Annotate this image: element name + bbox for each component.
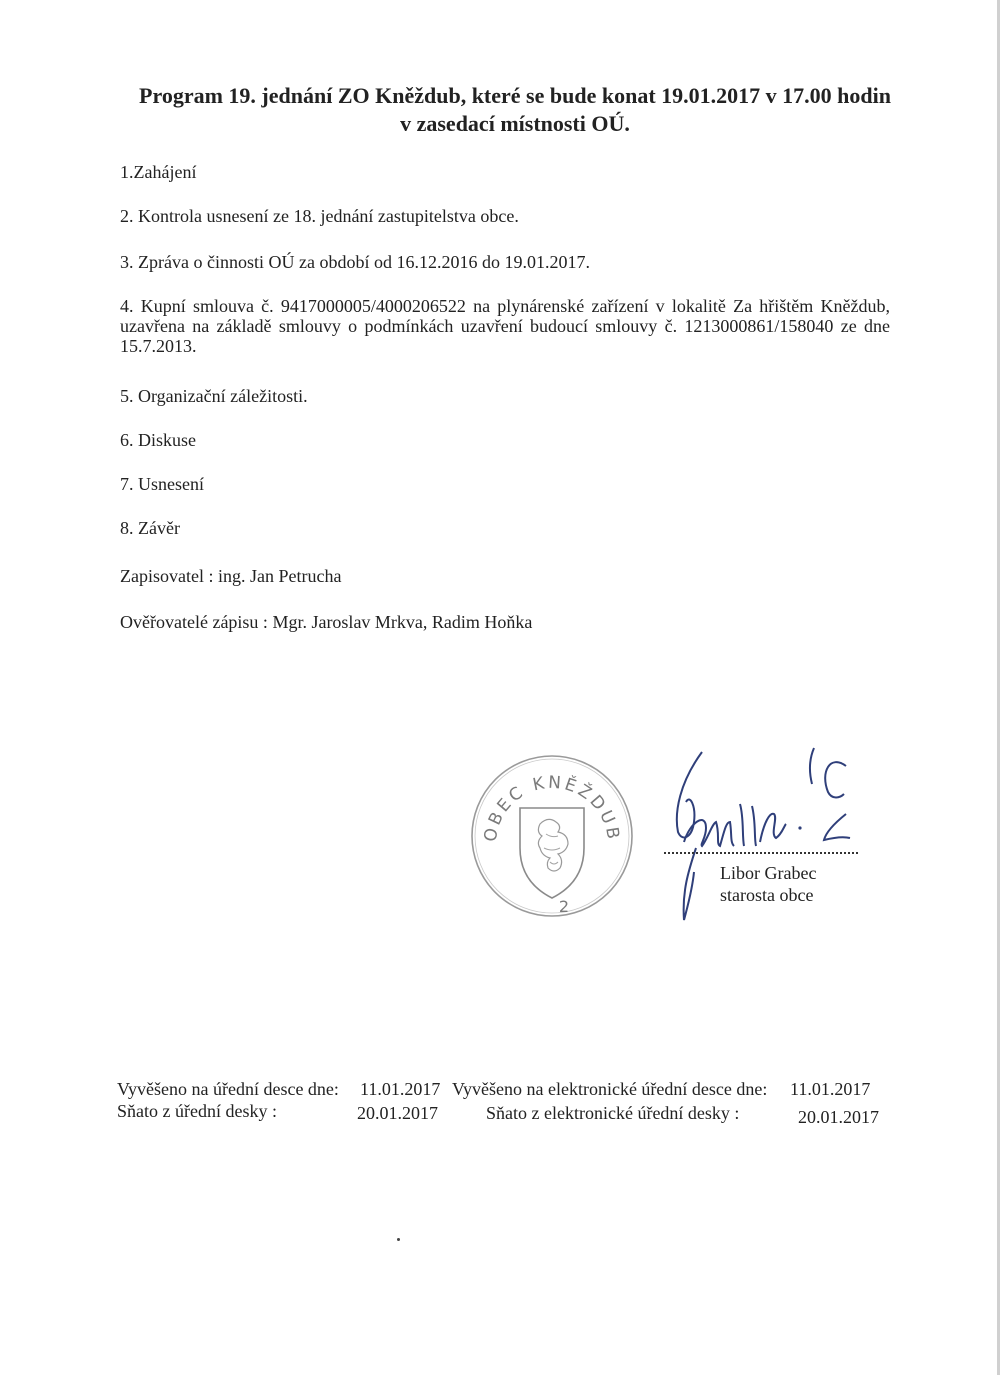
posted-board-date: 11.01.2017 (360, 1079, 441, 1099)
title-line-1: Program 19. jednání ZO Kněždub, které se bude konat 19.01.2017 v 17.00 hodin (139, 83, 891, 108)
removed-electronic-date: 20.01.2017 (798, 1107, 879, 1127)
posted-electronic-label: Vyvěšeno na elektronické úřední desce dne: (452, 1079, 768, 1099)
municipal-stamp (468, 752, 636, 920)
signer-block (720, 862, 816, 906)
stamp-number: 2 (558, 897, 570, 916)
title-line-2: v zasedací místnosti OÚ. (400, 111, 630, 136)
signature-line (664, 842, 858, 854)
removed-electronic-label: Sňato z elektronické úřední desky : (486, 1103, 740, 1123)
agenda-item-4: 4. Kupní smlouva č. 9417000005/4000206522 na plynárenské zařízení v lokalitě Za hřištěm Kněždub, uzavřena na základě smlouvy o podmínkách uzavření budoucí smlouvy č. 1213000861/158040 ze dne 15.7.2013. (120, 296, 890, 356)
posted-electronic-date: 11.01.2017 (790, 1079, 871, 1099)
coat-of-arms-shield (520, 808, 584, 898)
signer-name: Libor Grabec (720, 863, 817, 883)
agenda-item-3: 3. Zpráva o činnosti OÚ za období od 16.12.2016 do 19.01.2017. (120, 252, 590, 272)
agenda-item-5: 5. Organizační záležitosti. (120, 386, 308, 406)
agenda-item-2: 2. Kontrola usnesení ze 18. jednání zastupitelstva obce. (120, 206, 519, 226)
removed-board-date: 20.01.2017 (357, 1103, 438, 1123)
agenda-item-1: 1.Zahájení (120, 162, 197, 182)
removed-board-label: Sňato z úřední desky : (117, 1101, 277, 1121)
posted-board-label: Vyvěšeno na úřední desce dne: (117, 1079, 339, 1099)
stamp-text: OBEC KNĚŽDUB (480, 772, 624, 844)
agenda-item-7: 7. Usnesení (120, 474, 204, 494)
signer-role: starosta obce (720, 885, 814, 905)
scan-speck (397, 1238, 400, 1241)
recorder-line: Zapisovatel : ing. Jan Petrucha (120, 566, 342, 586)
document-title (100, 82, 930, 138)
agenda-item-8: 8. Závěr (120, 518, 180, 538)
lion-emblem (538, 819, 568, 871)
agenda-item-6: 6. Diskuse (120, 430, 196, 450)
verifiers-line: Ověřovatelé zápisu : Mgr. Jaroslav Mrkva, Radim Hoňka (120, 612, 533, 632)
